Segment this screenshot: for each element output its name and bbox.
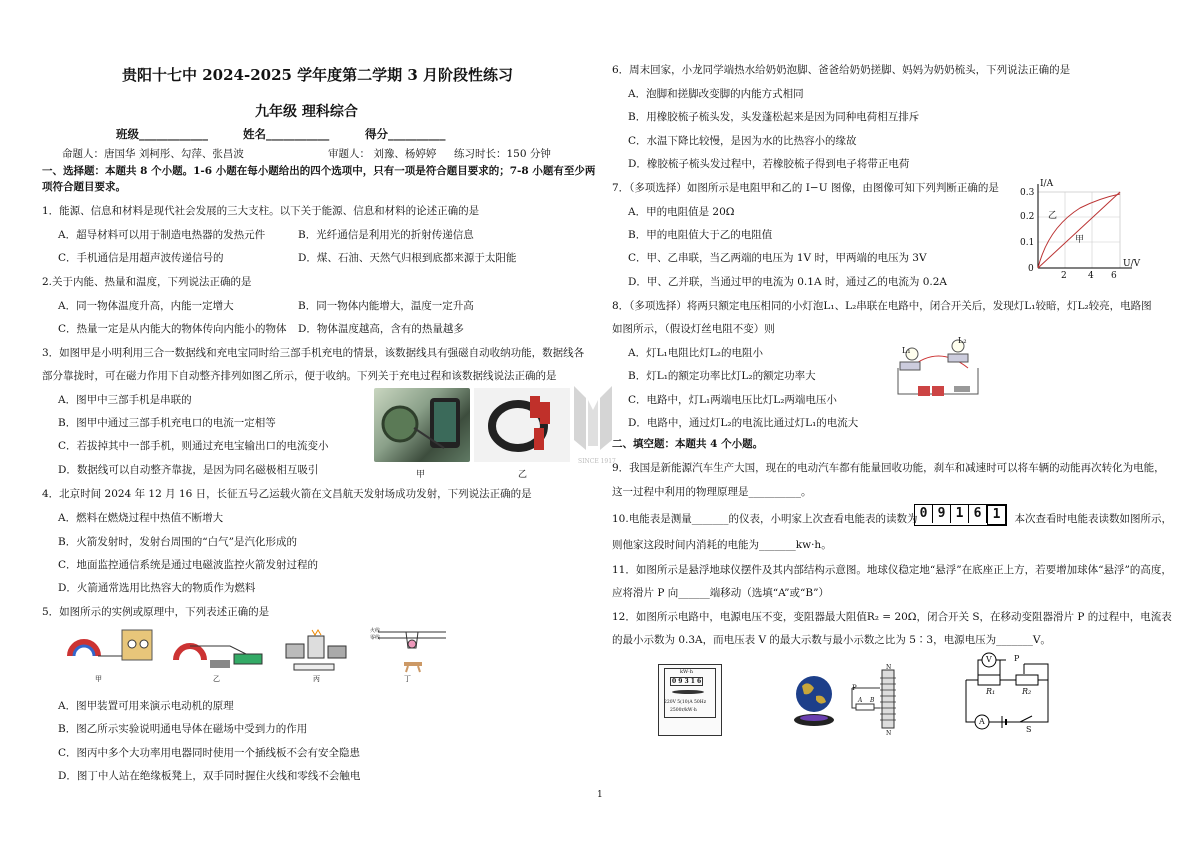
q2-option-b: B．同一物体内能增大，温度一定升高 (298, 300, 474, 312)
q3-option-c: C．若拔掉其中一部手机，则通过充电宝输出口的电流变小 (58, 440, 329, 452)
q7-option-d: D．甲、乙并联，当通过甲的电流为 0.1A 时，通过乙的电流为 0.2A (628, 276, 947, 288)
slider-p-label: P (1014, 654, 1020, 663)
q3-caption-yi: 乙 (518, 470, 528, 480)
q1-option-c: C．手机通信是用超声波传递信号的 (58, 252, 224, 264)
q6-option-d: D．橡胶梳子梳头发过程中，若橡胶梳子得到电子将带正电荷 (628, 158, 910, 170)
q9-line2: 这一过程中利用的物理原理是__________。 (612, 486, 812, 498)
terminal-b: B (870, 697, 875, 704)
q12-line1: 12．如图所示电路中，电源电压不变，变阻器最大阻值R₂ = 20Ω，闭合开关 S，在移动变阻器滑片 P 的过程中，电流表 (612, 611, 1172, 623)
q8-option-b: B．灯L₁的额定功率比灯L₂的额定功率大 (628, 370, 816, 382)
meter-reading: 0 9 3 1 6 (672, 678, 702, 685)
q8-stem-2: 如图所示，（假设灯丝电阻不变）则 (612, 323, 775, 335)
slider-p: P (852, 684, 857, 692)
meter-digit: 9 (933, 505, 951, 523)
meter-reading-box (914, 504, 1007, 526)
switch-label: S (1026, 725, 1032, 734)
graph-xtick: 4 (1088, 271, 1094, 281)
electromagnet-diagram (846, 664, 906, 736)
q8-option-d: D．电路中，通过灯L₂的电流比通过灯L₁的电流大 (628, 417, 859, 429)
q2-option-a: A．同一物体温度升高，内能一定增大 (58, 300, 234, 312)
phone-charging-photo (374, 388, 470, 462)
q8-option-c: C．电路中，灯L₁两端电压比灯L₂两端电压小 (628, 394, 837, 406)
graph-xtick: 6 (1111, 271, 1117, 281)
bulb-label-l1: L₁ (902, 346, 911, 355)
q11-line1: 11．如图所示是悬浮地球仪摆件及其内部结构示意图。地球仪稳定地“悬浮”在底座正上方，若要增加球体“悬浮”的高度， (612, 564, 1172, 576)
q1-option-b: B．光纤通信是利用光的折射传递信息 (298, 229, 474, 241)
meter-spec: 220V 5(10)A 50Hz (664, 700, 707, 705)
section2-heading: 二、填空题：本题共 4 个小题。 (612, 438, 764, 450)
section1-heading-2: 项符合题目要求。 (42, 181, 126, 193)
q4-option-c: C．地面监控通信系统是通过电磁波监控火箭发射过程的 (58, 559, 319, 571)
q10-line1b: ，本次查看时电能表读数如图所示， (1004, 513, 1172, 525)
graph-xlabel: U/V (1123, 259, 1141, 269)
graph-label-jia: 甲 (1075, 235, 1085, 245)
q3-caption-jia: 甲 (416, 470, 426, 480)
meter-unit: kW·h (680, 669, 693, 675)
bulb-label-l2: L₂ (958, 336, 967, 345)
graph-ylabel: I/A (1040, 179, 1054, 189)
ammeter-label: A (979, 717, 985, 726)
q2-option-d: D．物体温度越高，含有的热量越多 (298, 323, 464, 335)
r1-label: R₁ (986, 687, 996, 696)
q3-option-a: A．图甲中三部手机是串联的 (58, 394, 192, 406)
voltmeter-label: V (986, 655, 992, 664)
q5-fire-label: 火线 (370, 628, 381, 634)
terminal-a: A (858, 697, 863, 704)
q6-option-c: C．水温下降比较慢，是因为水的比热容小的缘故 (628, 135, 857, 147)
page-number: 1 (597, 790, 603, 800)
q11-line2: 应将滑片 P 向______端移动（选填“A”或“B”） (612, 587, 829, 599)
graph-xtick: 2 (1061, 271, 1067, 281)
q6-option-b: B．用橡胶梳子梳头发，头发蓬松起来是因为同种电荷相互排斥 (628, 111, 920, 123)
graph-ytick: 0.3 (1020, 188, 1035, 198)
q5-stem: 5．如图所示的实例或原理中，下列表述正确的是 (42, 606, 270, 618)
q5-caption-yi: 乙 (213, 675, 220, 683)
q2-stem: 2.关于内能、热量和温度，下列说法正确的是 (42, 276, 252, 288)
q3-option-d: D．数据线可以自动整齐靠拢，是因为同名磁极相互吸引 (58, 464, 319, 476)
exam-time: 练习时长：150 分钟 (454, 148, 551, 160)
coil-n-bottom: N (886, 730, 892, 737)
meter-constant: 2500r/kW·h (670, 708, 697, 713)
q5-fig-yi (170, 626, 270, 674)
graph-ytick: 0 (1028, 264, 1034, 274)
q4-option-a: A．燃料在燃烧过程中热值不断增大 (58, 512, 224, 524)
magnetic-cable-photo (474, 388, 570, 462)
q10-line2: 则他家这段时间内消耗的电能为_______kw·h。 (612, 539, 832, 551)
q7-option-b: B．甲的电阻值大于乙的电阻值 (628, 229, 773, 241)
q5-caption-jia: 甲 (95, 675, 102, 683)
q3-option-b: B．图甲中通过三部手机充电口的电流一定相等 (58, 417, 276, 429)
q7-option-a: A．甲的电阻值是 20Ω (628, 206, 735, 218)
q4-option-b: B．火箭发射时，发射台周围的“白气”是汽化形成的 (58, 536, 297, 548)
q6-option-a: A．泡脚和搓脚改变脚的内能方式相同 (628, 88, 804, 100)
meter-digit: 6 (969, 505, 987, 523)
class-field: 班级____________ (116, 127, 208, 141)
q1-stem: 1．能源、信息和材料是现代社会发展的三大支柱。以下关于能源、信息和材料的论述正确的是 (42, 205, 480, 217)
school-logo-watermark (570, 380, 616, 464)
score-field: 得分__________ (365, 127, 446, 141)
coil-n-top: N (886, 664, 892, 671)
q5-fig-bing (282, 626, 352, 674)
q7-stem: 7．（多项选择）如图所示是电阻甲和乙的 I−U 图像，由图像可知下列判断正确的是 (612, 182, 999, 194)
q4-stem: 4．北京时间 2024 年 12 月 16 日，长征五号乙运载火箭在文昌航天发射场成功发射，下列说法正确的是 (42, 488, 532, 500)
q5-fig-jia (60, 626, 160, 674)
q12-line2: 的最小示数为 0.3A，而电压表 V 的最大示数与最小示数之比为 5∶3，电源电压为_______V。 (612, 634, 1051, 646)
meter-disc (672, 690, 704, 694)
q1-option-d: D．煤、石油、天然气归根到底都来源于太阳能 (298, 252, 517, 264)
q8-option-a: A．灯L₁电阻比灯L₂的电阻小 (628, 347, 763, 359)
q5-option-b: B．图乙所示实验说明通电导体在磁场中受到力的作用 (58, 723, 308, 735)
q10-line1a: 10.电能表是测量_______的仪表，小明家上次查看电能表的读数为 (612, 513, 918, 525)
q7-option-c: C．甲、乙串联，当乙两端的电压为 1V 时，甲两端的电压为 3V (628, 252, 927, 264)
q3-stem-2: 部分靠拢时，可在磁力作用下自动整齐排列如图乙所示，便于收纳。下列关于充电过程和该数据线说法正确的是 (42, 370, 557, 382)
exam-title: 贵阳十七中 2024-2025 学年度第二学期 3 月阶段性练习 (122, 66, 514, 84)
q2-option-c: C．热量一定是从内能大的物体传向内能小的物体 (58, 323, 287, 335)
q1-option-a: A．超导材料可以用于制造电热器的发热元件 (58, 229, 266, 241)
floating-globe-figure (788, 672, 840, 730)
meter-digit: 1 (951, 505, 969, 523)
graph-ytick: 0.2 (1020, 212, 1035, 222)
q5-option-c: C．图丙中多个大功率用电器同时使用一个插线板不会有安全隐患 (58, 747, 361, 759)
meter-digit-decimal: 1 (987, 505, 1006, 525)
meter-digit: 0 (915, 505, 933, 523)
q5-zero-label: 零线 (370, 635, 381, 641)
r2-label: R₂ (1022, 687, 1032, 696)
reviewers: 审题人： 刘豫、杨婷婷 (328, 148, 437, 160)
section1-heading: 一、选择题：本题共 8 个小题。1-6 小题在每小题给出的四个选项中，只有一项是符合题目要求的；7-8 小题有至少两 (42, 165, 596, 177)
exam-subtitle: 九年级 理科综合 (255, 104, 358, 120)
q5-caption-ding: 丁 (404, 675, 411, 683)
authors: 命题人：唐国华 刘柯彤、勾萍、张昌波 (62, 148, 244, 160)
watermark-text: SINCE 1917 (578, 458, 616, 465)
name-field: 姓名___________ (243, 127, 330, 141)
q12-circuit-diagram (962, 650, 1062, 734)
q5-option-d: D．图丁中人站在绝缘板凳上，双手同时握住火线和零线不会触电 (58, 770, 361, 782)
q4-option-d: D．火箭通常选用比热容大的物质作为燃料 (58, 582, 256, 594)
graph-ytick: 0.1 (1020, 238, 1035, 248)
q3-stem: 3．如图甲是小明利用三合一数据线和充电宝同时给三部手机充电的情景，该数据线具有强磁自动收纳功能，数据线各 (42, 347, 585, 359)
q8-stem: 8．（多项选择）将两只额定电压相同的小灯泡L₁、L₂串联在电路中，闭合开关后，发现灯L₁较暗，灯L₂较亮，电路图 (612, 300, 1152, 312)
q5-option-a: A．图甲装置可用来演示电动机的原理 (58, 700, 234, 712)
q6-stem: 6．周末回家，小龙同学端热水给奶奶泡脚、爸爸给奶奶搓脚、妈妈为奶奶梳头，下列说法正确的是 (612, 64, 1071, 76)
q9-line1: 9．我国是新能源汽车生产大国，现在的电动汽车都有能量回收功能，刹车和减速时可以将车辆的动能再次转化为电能， (612, 462, 1165, 474)
graph-label-yi: 乙 (1048, 211, 1058, 221)
q5-caption-bing: 丙 (313, 675, 320, 683)
